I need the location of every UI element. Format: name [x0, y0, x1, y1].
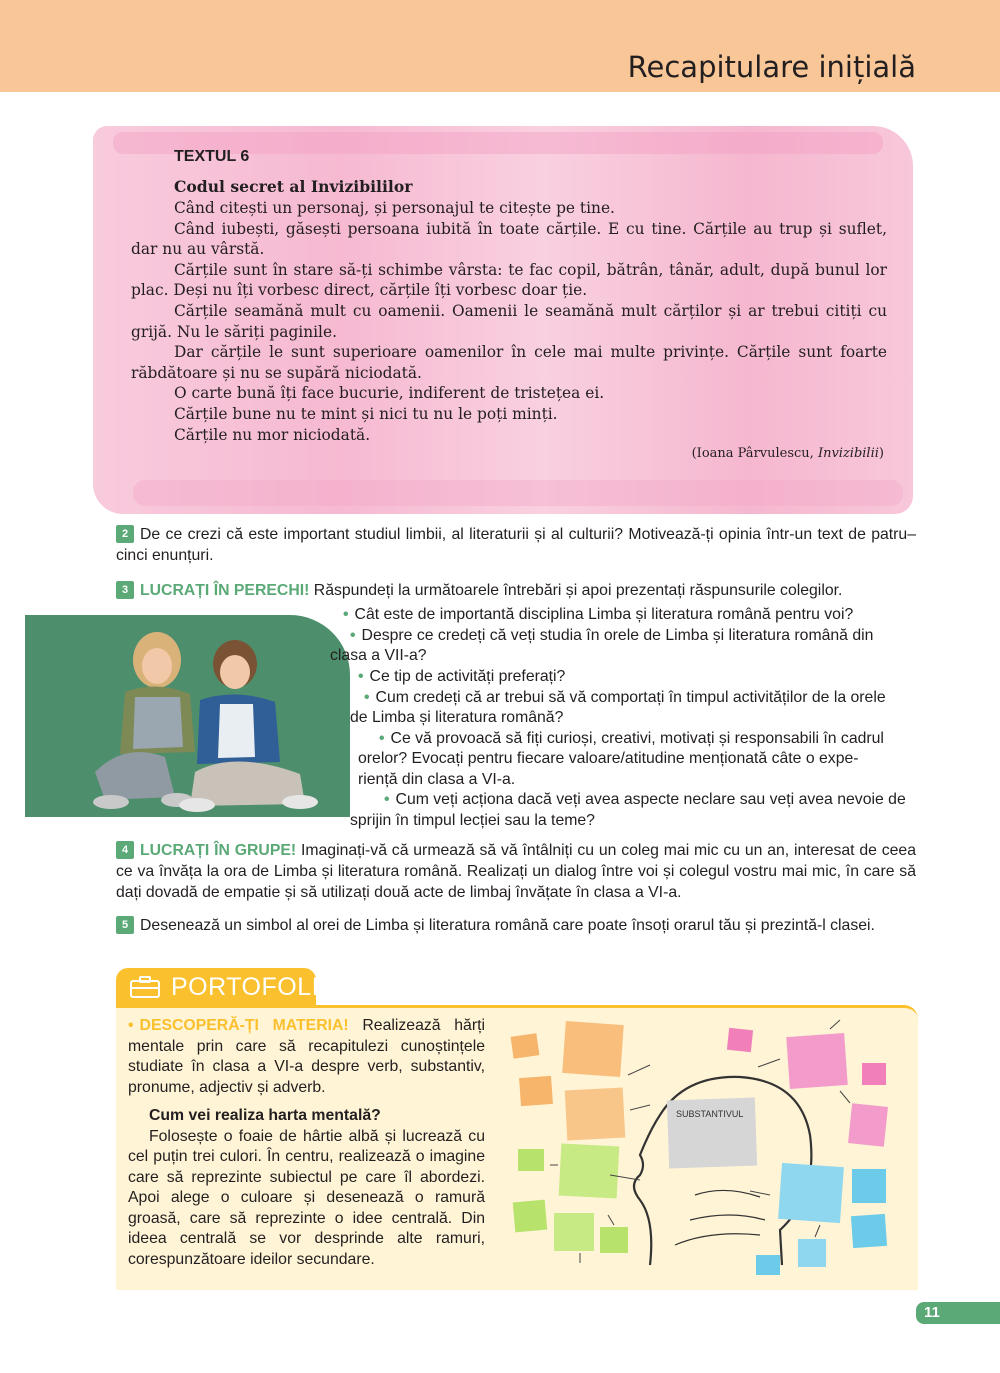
portfolio-text [128, 1016, 485, 1270]
poem-paragraph: Cărțile bune nu te mint și nici tu nu le poți minți. [174, 404, 558, 423]
children-photo [85, 622, 325, 814]
page-title: Recapitulare inițială [627, 50, 916, 84]
exercise-4 [116, 840, 916, 903]
exercise-number: 3 [116, 581, 134, 599]
exercise-text: Răspundeți la următoarele întrebări și apoi prezentați răspunsurile colegilor. [309, 582, 843, 599]
exercise-heading: LUCRAȚI ÎN PERECHI! [140, 582, 310, 599]
poem-paragraph: Cărțile sunt în stare să-ți schimbe vârsta: te fac copil, bătrân, tânăr, adult, după bunul lor plac. Deși nu îți vorbesc direct, cărțile îți vorbesc doar ție. [131, 260, 887, 300]
exercise-3 [116, 580, 916, 601]
list-item-cont: clasa a VII-a? [330, 647, 427, 664]
portfolio-subheading: Cum vei realiza harta mentală? [149, 1107, 381, 1124]
list-item: • Ce vă provoacă să fiți curioși, creativi, motivați și responsabili în cadrul [379, 730, 884, 747]
text-title: Codul secret al Invizibililor [174, 177, 413, 196]
exercise-2 [116, 524, 916, 566]
list-item: • Despre ce credeți că veți studia în orele de Limba și literatura română din [350, 627, 874, 644]
page-number: 11 [916, 1302, 1000, 1324]
poem-paragraph: Cărțile nu mor niciodată. [174, 425, 371, 444]
portfolio-title: PORTOFOLIU [171, 973, 338, 1001]
exercise-text: Desenează un simbol al orei de Limba și literatura română care poate însoți orarul tău și prezintă-l clasei. [140, 917, 875, 934]
source-title: Invizibilii [817, 446, 879, 461]
exercise-number: 2 [116, 525, 134, 543]
list-item-cont: sprijin în timpul lecției sau la teme? [350, 812, 595, 829]
exercise-text: De ce crezi că este important studiul limbii, al literaturii și al culturii? Motivează-ți opinia într-un text de patru–cinci enunțuri. [116, 526, 916, 564]
list-item: • Cum veți acționa dacă veți avea aspecte neclare sau veți avea nevoie de [384, 791, 906, 808]
list-item-cont: de Limba și literatura română? [350, 709, 564, 726]
list-item: • Cât este de importantă disciplina Limba și literatura română pentru voi? [343, 606, 854, 623]
poem-paragraph: Când iubești, găsești persoana iubită în toate cărțile. E cu tine. Cărțile au trup și suflet, dar nu au vârstă. [131, 219, 887, 259]
source-suffix: ) [878, 446, 884, 461]
exercise-number: 4 [116, 841, 134, 859]
briefcase-icon [129, 975, 161, 999]
mind-map-illustration [500, 1015, 905, 1280]
text-label: TEXTUL 6 [174, 148, 250, 165]
mind-map-label: SUBSTANTIVUL [676, 1109, 744, 1119]
portfolio-heading: DESCOPERĂ-ȚI MATERIA! [139, 1017, 349, 1034]
list-item: • Cum credeți că ar trebui să vă comportați în timpul activităților de la orele [364, 689, 886, 706]
portfolio-intro: • DESCOPERĂ-ȚI MATERIA! Realizează hărți mentale prin care să recapitulezi cunoștințele studiate în clasa a VI-a despre verb, substantiv, pronume, adjectiv și adverb. [128, 1017, 485, 1096]
poem-paragraph: O carte bună îți face bucurie, indiferent de tristețea ei. [174, 384, 605, 403]
exercise-heading: LUCRAȚI ÎN GRUPE! [140, 842, 297, 859]
list-item-cont: orelor? Evocați pentru fiecare valoare/atitudine menționată câte o expe- [358, 750, 859, 767]
list-item-cont: riență din clasa a VI-a. [358, 771, 516, 788]
exercise-number: 5 [116, 916, 134, 934]
portfolio-intro-text: Realizează hărți mentale prin care să recapitulezi cunoștințele studiate în clasa a VI-a despre verb, substantiv, pronume, adjectiv și adverb. [128, 1017, 485, 1096]
poem-paragraph: Când citești un personaj, și personajul te citește pe tine. [174, 199, 615, 217]
list-item: • Ce tip de activități preferați? [358, 668, 566, 685]
text-source [692, 446, 884, 461]
poem-paragraph: Dar cărțile le sunt superioare oamenilor în cele mai multe privințe. Cărțile sunt foarte răbdătoare și nu se supără niciodată. [131, 343, 887, 382]
exercise-text: Imaginați-vă că urmează să vă întâlniți cu un coleg mai mic cu un an, interesat de ceea ce va învăța la ora de Limba și literatura română. Realizați un dialog între voi și colegul vostru mai mic, în care să dați dovadă de empatie și să utilizați două acte de limbaj învățate în clasa a VI-a. [116, 842, 916, 901]
poem-paragraph: Cărțile seamănă mult cu oamenii. Oamenii le seamănă mult cărților și ar trebui citiți cu grijă. Nu le săriți paginile. [131, 301, 887, 341]
source-author: (Ioana Pârvulescu, [691, 446, 818, 461]
poem-text [131, 198, 887, 445]
exercise-5 [116, 915, 916, 936]
portfolio-body: Folosește o foaie de hârtie albă și lucrează cu cel puțin trei culori. În centru, realizează o imagine care să reprezinte subiectul pe care îl abordezi. Apoi alege o culoare și desenează o ramură groasă, care să reprezinte o idee centrală. Din ideea centrală se vor desprinde alte ramuri, corespunzătoare ideilor secundare. [128, 1127, 485, 1268]
